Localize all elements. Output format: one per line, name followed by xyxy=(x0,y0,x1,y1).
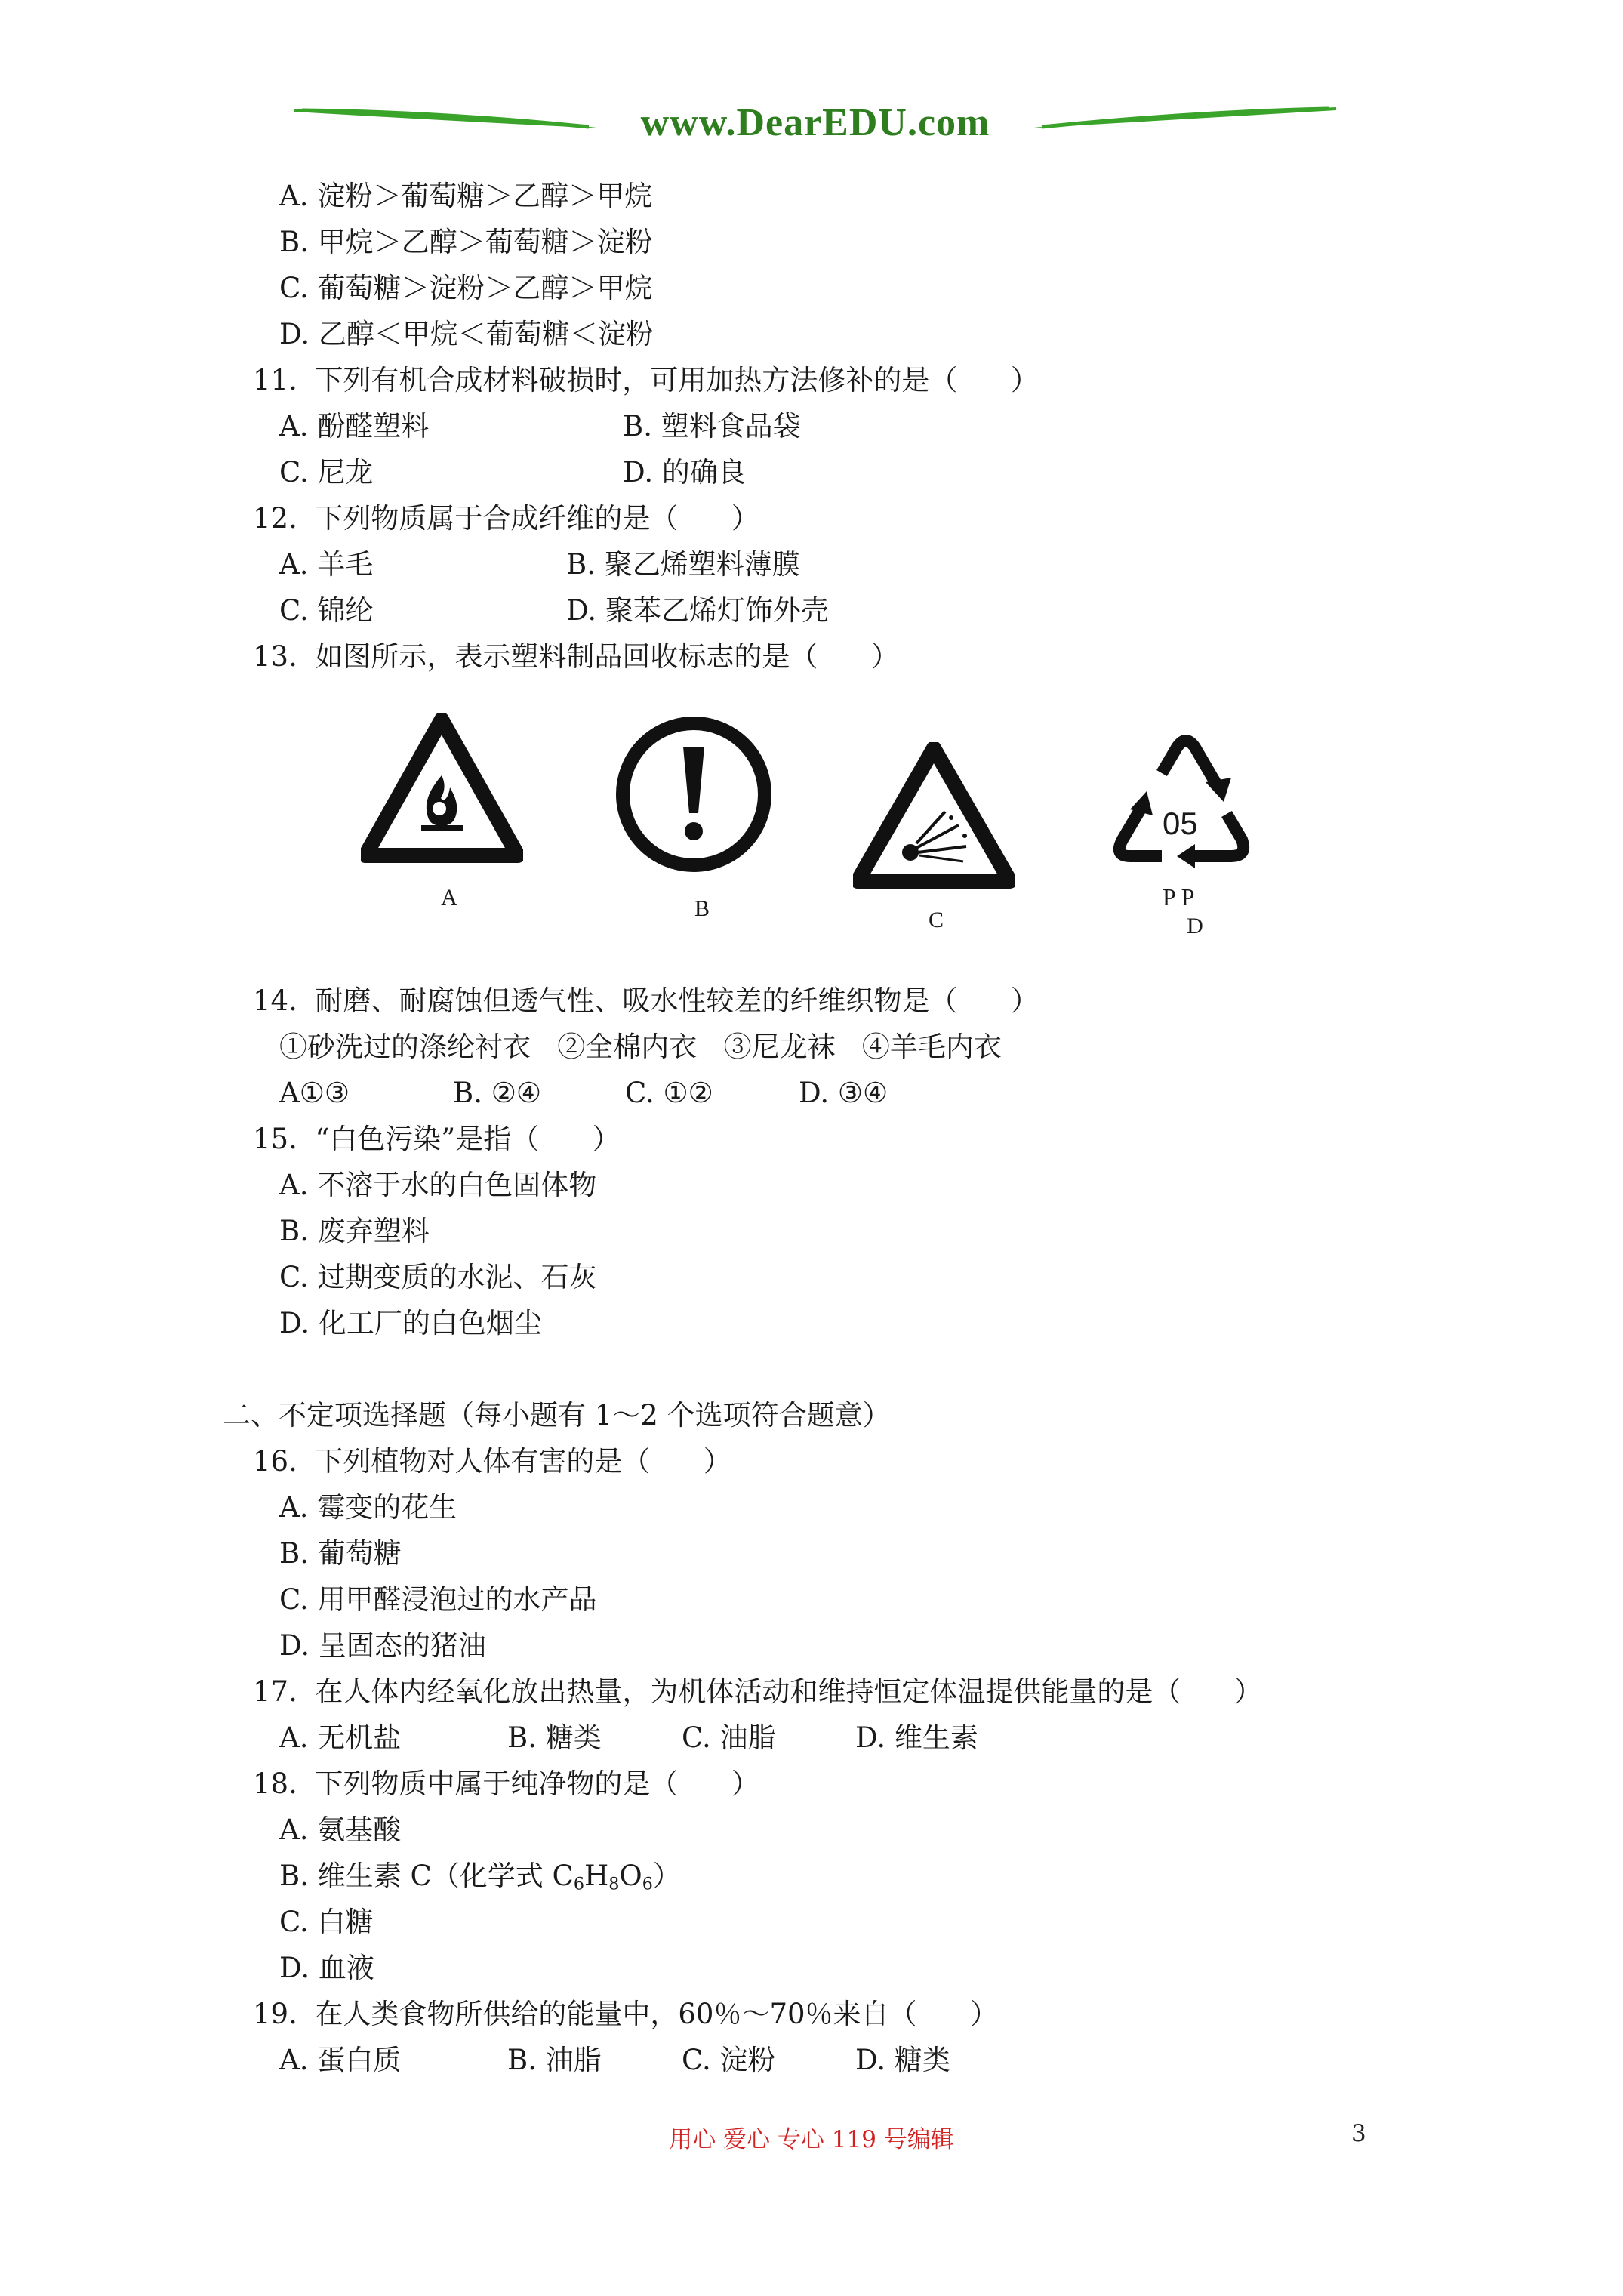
q13-stem: 13. 如图所示，表示塑料制品回收标志的是（ ） xyxy=(253,640,899,673)
q19-option-a: A. 蛋白质 xyxy=(279,2044,402,2076)
q10-option-b: B. 甲烷＞乙醇＞葡萄糖＞淀粉 xyxy=(279,226,653,258)
q17-stem: 17. 在人体内经氧化放出热量，为机体活动和维持恒定体温提供能量的是（ ） xyxy=(253,1675,1262,1708)
symbol-label-a: A xyxy=(441,885,457,910)
q17-option-b: B. 糖类 xyxy=(507,1721,602,1754)
q19-option-d: D. 糖类 xyxy=(855,2044,950,2076)
q19-option-b: B. 油脂 xyxy=(507,2044,602,2076)
q19-option-c: C. 淀粉 xyxy=(682,2044,776,2076)
q14-option-b: B. ②④ xyxy=(453,1077,542,1109)
q18-option-b xyxy=(279,1857,681,1903)
q14-option-c: C. ①② xyxy=(625,1077,713,1109)
q18-stem: 18. 下列物质中属于纯净物的是（ ） xyxy=(253,1767,759,1800)
flammable-symbol-icon xyxy=(361,713,523,864)
symbol-label-d: D xyxy=(1187,914,1203,938)
q12-option-d: D. 聚苯乙烯灯饰外壳 xyxy=(566,594,829,627)
q10-option-d: D. 乙醇＜甲烷＜葡萄糖＜淀粉 xyxy=(279,318,654,350)
q16-option-d: D. 呈固态的猪油 xyxy=(279,1629,486,1662)
q14-option-a: A①③ xyxy=(279,1077,350,1109)
warning-exclamation-icon xyxy=(613,713,775,876)
formula-close: ） xyxy=(652,1860,681,1892)
q14-option-d: D. ③④ xyxy=(799,1077,888,1109)
formula-h: H xyxy=(584,1860,609,1892)
site-title[interactable]: www.DearEDU.com xyxy=(640,101,990,144)
q12-option-c: C. 锦纶 xyxy=(279,594,374,627)
formula-sub-o: 6 xyxy=(642,1874,653,1894)
header-banner xyxy=(287,89,1344,157)
q15-stem: 15. “白色污染”是指（ ） xyxy=(253,1123,621,1155)
q10-option-a: A. 淀粉＞葡萄糖＞乙醇＞甲烷 xyxy=(279,180,653,212)
page-number: 3 xyxy=(1351,2120,1366,2147)
q18-option-d: D. 血液 xyxy=(279,1952,374,1984)
q17-option-c: C. 油脂 xyxy=(682,1721,776,1754)
symbol-label-b: B xyxy=(694,896,710,921)
q17-option-a: A. 无机盐 xyxy=(279,1721,402,1754)
q19-stem: 19. 在人类食物所供给的能量中，60％～70％来自（ ） xyxy=(253,1998,999,2030)
q18-option-a: A. 氨基酸 xyxy=(279,1814,402,1846)
q16-option-b: B. 葡萄糖 xyxy=(279,1537,402,1570)
q14-items: ①砂洗过的涤纶衬衣 ②全棉内衣 ③尼龙袜 ④羊毛内衣 xyxy=(279,1031,1002,1063)
q11-option-d: D. 的确良 xyxy=(623,456,746,488)
q18-option-c: C. 白糖 xyxy=(279,1906,374,1938)
q15-option-a: A. 不溶于水的白色固体物 xyxy=(279,1169,597,1201)
q16-option-c: C. 用甲醛浸泡过的水产品 xyxy=(279,1583,597,1616)
q17-option-d: D. 维生素 xyxy=(855,1721,978,1754)
q18-option-b-prefix: B. 维生素 C（化学式 C xyxy=(279,1860,574,1892)
q11-stem: 11. 下列有机合成材料破损时，可用加热方法修补的是（ ） xyxy=(253,364,1039,396)
q12-stem: 12. 下列物质属于合成纤维的是（ ） xyxy=(253,502,759,535)
q15-option-c: C. 过期变质的水泥、石灰 xyxy=(279,1261,597,1293)
q15-option-d: D. 化工厂的白色烟尘 xyxy=(279,1307,542,1339)
q12-option-b: B. 聚乙烯塑料薄膜 xyxy=(566,548,800,581)
q11-option-b: B. 塑料食品袋 xyxy=(623,410,801,442)
symbol-label-c: C xyxy=(928,908,944,932)
q11-option-c: C. 尼龙 xyxy=(279,456,374,488)
footer-editor-note: 用心 爱心 专心 119 号编辑 xyxy=(669,2126,954,2153)
recycle-abbr: P P xyxy=(1163,883,1195,911)
q16-option-a: A. 霉变的花生 xyxy=(279,1491,457,1524)
q11-option-a: A. 酚醛塑料 xyxy=(279,410,430,442)
q14-stem: 14. 耐磨、耐腐蚀但透气性、吸水性较差的纤维织物是（ ） xyxy=(253,985,1039,1017)
q10-option-c: C. 葡萄糖＞淀粉＞乙醇＞甲烷 xyxy=(279,272,653,304)
q15-option-b: B. 废弃塑料 xyxy=(279,1215,430,1247)
recycle-symbol-icon xyxy=(1098,723,1272,882)
q12-option-a: A. 羊毛 xyxy=(279,548,374,581)
section2-title: 二、不定项选择题（每小题有 1～2 个选项符合题意） xyxy=(223,1399,891,1432)
explosive-symbol-icon xyxy=(853,742,1015,889)
formula-sub-c: 6 xyxy=(573,1874,584,1894)
formula-sub-h: 8 xyxy=(608,1874,620,1894)
recycle-code: 05 xyxy=(1163,806,1198,841)
q16-stem: 16. 下列植物对人体有害的是（ ） xyxy=(253,1445,731,1478)
formula-o: O xyxy=(619,1860,642,1892)
